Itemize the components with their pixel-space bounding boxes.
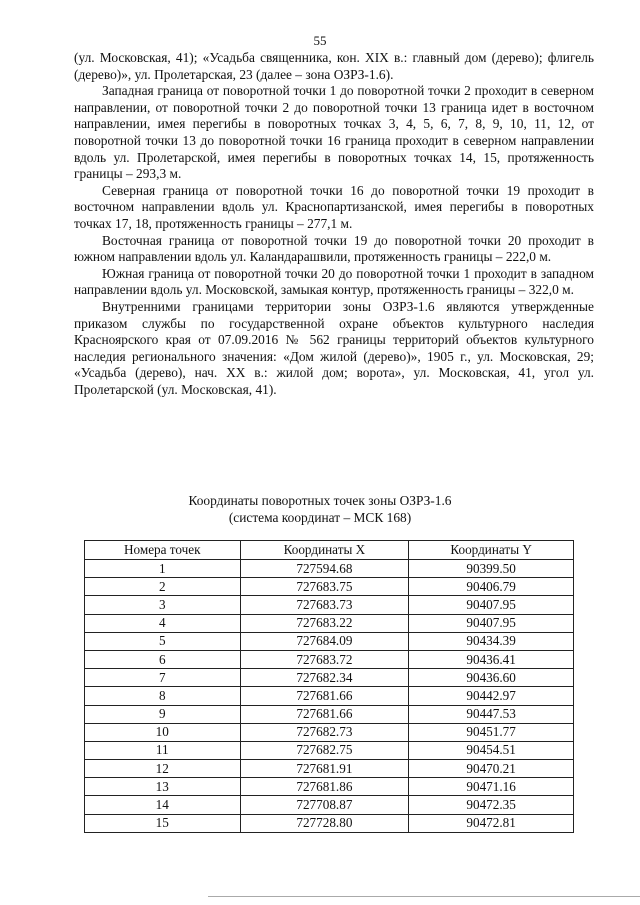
cell-coord-y: 90472.35 <box>409 796 574 814</box>
paragraph-internal-boundaries: Внутренними границами территории зоны ОЗРЗ-1.6 являются утвержденные приказом службы по государственной охране объектов культурного наследия Красноярского края от 07.09.2016 № 562 границы территорий объектов культурного наследия регионального значения: «Дом жилой (дерево)», 1905 г., ул. Московская, 29; «Усадьба (дерево), нач. XX в.: жилой дом; ворота», ул. Московская, 41, угол ул. Пролетарской (ул. Московская, 41). <box>74 298 594 397</box>
cell-coord-y: 90472.81 <box>409 814 574 832</box>
cell-coord-x: 727681.66 <box>240 687 409 705</box>
cell-point-number: 6 <box>85 650 241 668</box>
cell-coord-y: 90470.21 <box>409 760 574 778</box>
cell-coord-x: 727683.72 <box>240 650 409 668</box>
table-caption <box>0 492 640 526</box>
cell-point-number: 9 <box>85 705 241 723</box>
cell-coord-y: 90407.95 <box>409 614 574 632</box>
paragraph-continuation: (ул. Московская, 41); «Усадьба священника, кон. XIX в.: главный дом (дерево); флигель (дерево)», ул. Пролетарская, 23 (далее – зона ОЗРЗ-1.6). <box>74 50 594 82</box>
table-row <box>85 560 574 578</box>
cell-point-number: 14 <box>85 796 241 814</box>
table-row <box>85 796 574 814</box>
paragraph-south-boundary: Южная граница от поворотной точки 20 до поворотной точки 1 проходит в западном направлении вдоль ул. Московской, замыкая контур, протяженность границы – 322,0 м. <box>74 265 594 298</box>
cell-coord-x: 727681.91 <box>240 760 409 778</box>
cell-point-number: 11 <box>85 741 241 759</box>
cell-point-number: 4 <box>85 614 241 632</box>
body-text <box>74 50 594 398</box>
table-row <box>85 614 574 632</box>
header-coord-x: Координаты X <box>240 541 409 560</box>
paragraph-west-boundary: Западная граница от поворотной точки 1 до поворотной точки 2 проходит в северном направлении, от поворотной точки 2 до поворотной точки 13 граница идет в восточном направлении, имея перегибы в поворотных точках 3, 4, 5, 6, 7, 8, 9, 10, 11, 12, от поворотной точки 13 до поворотной точки 16 граница проходит в северном направлении вдоль ул. Пролетарской, имея перегибы в поворотных точках 14, 15, протяженность границы – 293,3 м. <box>74 83 594 182</box>
cell-point-number: 10 <box>85 723 241 741</box>
page-number: 55 <box>313 33 327 48</box>
cell-coord-x: 727683.73 <box>240 596 409 614</box>
cell-coord-y: 90447.53 <box>409 705 574 723</box>
cell-coord-x: 727684.09 <box>240 632 409 650</box>
cell-coord-y: 90471.16 <box>409 778 574 796</box>
cell-coord-x: 727708.87 <box>240 796 409 814</box>
cell-coord-y: 90451.77 <box>409 723 574 741</box>
cell-point-number: 12 <box>85 760 241 778</box>
header-point-number: Номера точек <box>85 541 241 560</box>
table-title: Координаты поворотных точек зоны ОЗРЗ-1.6 <box>188 493 452 508</box>
paragraph-east-boundary: Восточная граница от поворотной точки 19 до поворотной точки 20 проходит в южном направлении вдоль ул. Каландарашвили, протяженность границы – 222,0 м. <box>74 232 594 265</box>
cell-coord-y: 90406.79 <box>409 578 574 596</box>
table-row <box>85 578 574 596</box>
table-row <box>85 723 574 741</box>
cell-coord-x: 727683.22 <box>240 614 409 632</box>
table-header-row <box>85 541 574 560</box>
cell-coord-x: 727681.86 <box>240 778 409 796</box>
cell-point-number: 15 <box>85 814 241 832</box>
cell-coord-x: 727594.68 <box>240 560 409 578</box>
cell-point-number: 1 <box>85 560 241 578</box>
table-row <box>85 741 574 759</box>
table-subtitle: (система координат – МСК 168) <box>228 510 412 525</box>
paragraph-north-boundary: Северная граница от поворотной точки 16 до поворотной точки 19 проходит в восточном направлении вдоль ул. Краснопартизанской, имея перегибы в поворотных точках 17, 18, протяженность границы – 277,1 м. <box>74 182 594 231</box>
cell-coord-x: 727682.34 <box>240 669 409 687</box>
header-coord-y: Координаты Y <box>409 541 574 560</box>
scan-edge-divider <box>208 896 640 897</box>
cell-coord-x: 727681.66 <box>240 705 409 723</box>
cell-point-number: 3 <box>85 596 241 614</box>
table-row <box>85 705 574 723</box>
cell-coord-y: 90436.41 <box>409 650 574 668</box>
cell-coord-x: 727682.73 <box>240 723 409 741</box>
cell-point-number: 2 <box>85 578 241 596</box>
cell-point-number: 8 <box>85 687 241 705</box>
table-row <box>85 632 574 650</box>
cell-coord-y: 90434.39 <box>409 632 574 650</box>
cell-point-number: 7 <box>85 669 241 687</box>
table-row <box>85 778 574 796</box>
cell-coord-x: 727728.80 <box>240 814 409 832</box>
table-row <box>85 814 574 832</box>
cell-coord-y: 90454.51 <box>409 741 574 759</box>
cell-point-number: 13 <box>85 778 241 796</box>
cell-coord-x: 727683.75 <box>240 578 409 596</box>
cell-coord-y: 90442.97 <box>409 687 574 705</box>
table-row <box>85 760 574 778</box>
table-row <box>85 669 574 687</box>
cell-coord-y: 90407.95 <box>409 596 574 614</box>
cell-coord-x: 727682.75 <box>240 741 409 759</box>
cell-coord-y: 90399.50 <box>409 560 574 578</box>
coordinates-table <box>84 540 574 833</box>
table-row <box>85 650 574 668</box>
cell-coord-y: 90436.60 <box>409 669 574 687</box>
table-row <box>85 596 574 614</box>
table-row <box>85 687 574 705</box>
cell-point-number: 5 <box>85 632 241 650</box>
